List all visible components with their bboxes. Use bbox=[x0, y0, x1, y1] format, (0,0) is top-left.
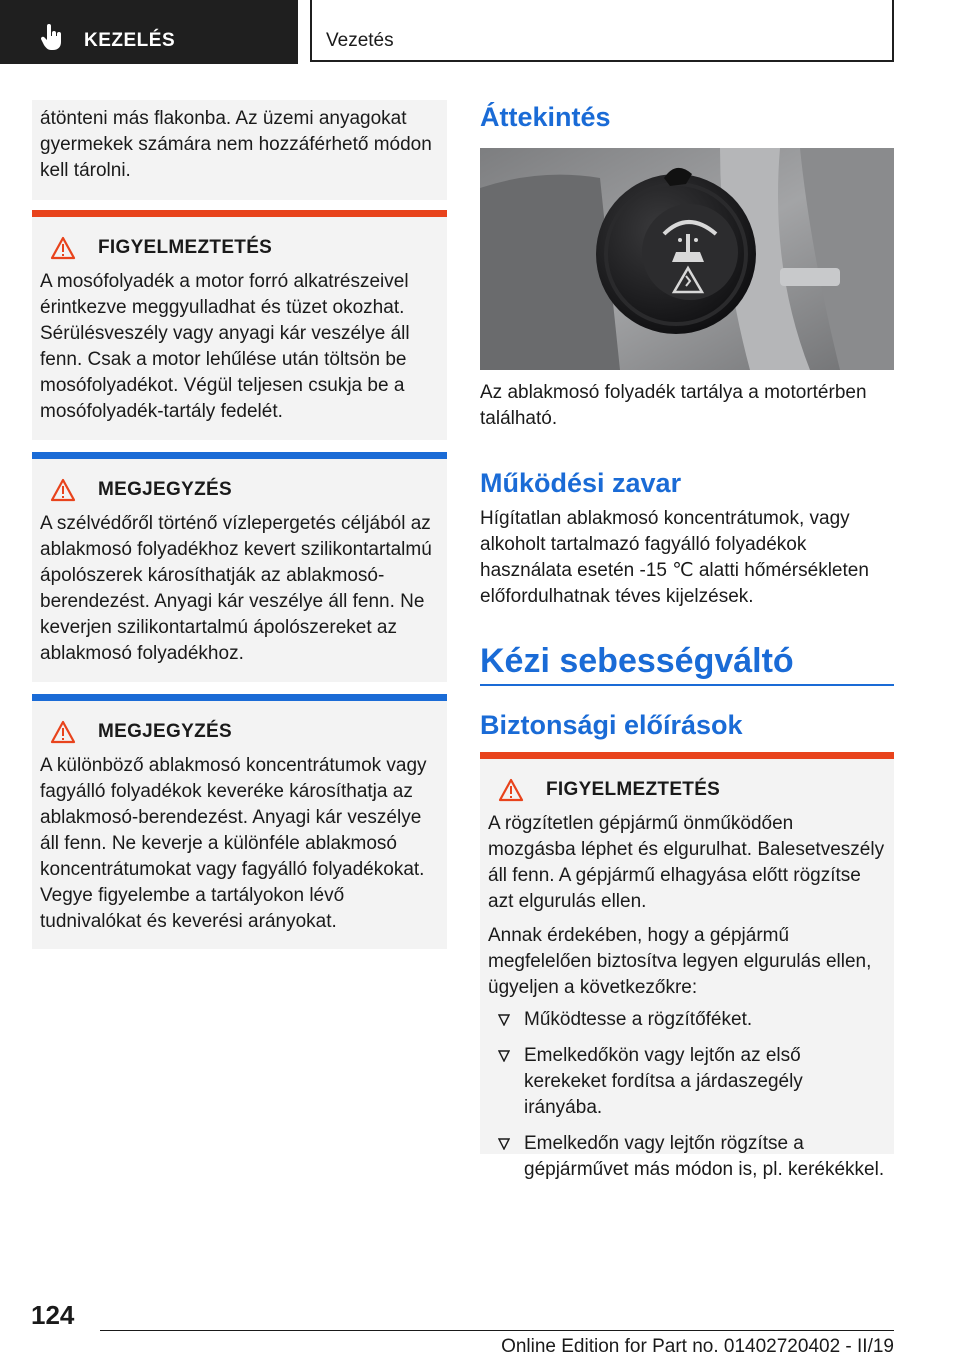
intro-text: átönteni más flakonba. Az üzemi anyagokat gyermekek számára nem hozzáférhető módon kell tárolni. bbox=[40, 108, 432, 181]
warning-heading bbox=[488, 773, 886, 807]
overview-heading: Áttekintés bbox=[480, 102, 611, 132]
warning-text: A rögzítetlen gépjármű önműködően mozgásba léphet és elgurulhat. Balesetveszély áll fenn. A gépjármű elhagyása előtt rögzítse azt elgurulás ellen. bbox=[488, 813, 885, 912]
triangle-bullet-icon bbox=[498, 1014, 510, 1026]
safety-heading: Biztonsági előírások bbox=[480, 710, 743, 740]
note-title: MEGJEGYZÉS bbox=[98, 721, 232, 742]
photo-caption: Az ablakmosó folyadék tartálya a motortérben található. bbox=[480, 382, 867, 429]
washer-reservoir-photo bbox=[480, 148, 894, 370]
warning-triangle-icon bbox=[498, 778, 524, 802]
warning-title: FIGYELMEZTETÉS bbox=[98, 237, 273, 258]
note-heading bbox=[40, 715, 439, 749]
precaution-list bbox=[488, 1007, 886, 1183]
malfunction-text: Hígítatlan ablakmosó koncentrátumok, vagy alkoholt tartalmazó fagyálló folyadékok használata esetén -15 ℃ alatti hőmérsékleten előfordulhatnak téves kijelzések. bbox=[480, 508, 869, 607]
intro-box bbox=[32, 100, 447, 200]
note-text: A szélvédőről történő vízlepergetés céljából az ablakmosó folyadékhoz kevert szilikontartalmú ápolószerek károsíthatják az ablakmosó-berendezést. Anyagi kár veszélye áll fenn. Ne keverjen szilikontartalmú ápolószereket az ablakmosó folyadékhoz. bbox=[40, 513, 432, 664]
hand-icon bbox=[40, 24, 64, 52]
warning-box-1 bbox=[32, 210, 447, 440]
section-label: KEZELÉS bbox=[84, 30, 176, 51]
triangle-bullet-icon bbox=[498, 1050, 510, 1062]
note-heading bbox=[40, 473, 439, 507]
section-tab bbox=[0, 0, 298, 64]
warning-text: Annak érdekében, hogy a gépjármű megfelelően biztosítva legyen elgurulás ellen, ügyeljen a következőkre: bbox=[488, 925, 872, 998]
warning-triangle-icon bbox=[50, 478, 76, 502]
chapter-header bbox=[310, 0, 894, 62]
list-item-text: Emelkedőn vagy lejtőn rögzítse a gépjárművet más módon is, pl. kerékékkel. bbox=[524, 1133, 885, 1180]
triangle-bullet-icon bbox=[498, 1138, 510, 1150]
note-box-1 bbox=[32, 452, 447, 682]
warning-heading bbox=[40, 231, 439, 265]
warning-triangle-icon bbox=[50, 236, 76, 260]
list-item-text: Működtesse a rögzítőféket. bbox=[524, 1009, 753, 1030]
chapter-label: Vezetés bbox=[326, 30, 394, 51]
footer-rule bbox=[100, 1330, 894, 1331]
warning-box-2 bbox=[480, 752, 894, 1180]
warning-title: FIGYELMEZTETÉS bbox=[546, 779, 721, 800]
washer-cap-image bbox=[480, 148, 894, 370]
edition-footer: Online Edition for Part no. 01402720402 - II/19 bbox=[501, 1336, 894, 1357]
list-item bbox=[488, 1043, 886, 1121]
list-item-text: Emelkedőkön vagy lejtőn az első kerekeket fordítsa a járdaszegély irányába. bbox=[524, 1045, 803, 1118]
note-title: MEGJEGYZÉS bbox=[98, 479, 232, 500]
warning-text: A mosófolyadék a motor forró alkatrészeivel érintkezve meggyulladhat és tüzet okozhat. Sérülésveszély vagy anyagi kár veszélye áll fenn. Csak a motor lehűlése után töltsön be mosófolyadékot. Végül teljesen csukja be a mosófolyadék-tartály fedelét. bbox=[40, 271, 410, 422]
malfunction-heading: Működési zavar bbox=[480, 468, 682, 498]
warning-triangle-icon bbox=[50, 720, 76, 744]
heading-rule bbox=[480, 684, 894, 686]
page-number: 124 bbox=[31, 1300, 75, 1330]
list-item bbox=[488, 1007, 886, 1033]
manual-gearbox-heading: Kézi sebességváltó bbox=[480, 642, 794, 680]
note-text: A különböző ablakmosó koncentrátumok vagy fagyálló folyadékok keveréke károsíthatja az ablakmosó-berendezést. Anyagi kár veszélye áll fenn. Ne keverje a különféle ablakmosó koncentrátumokat vagy fagyálló folyadékokat. Vegye figyelembe a tartályokon lévő tudnivalókat és keverési arányokat. bbox=[40, 755, 427, 932]
note-box-2 bbox=[32, 694, 447, 949]
list-item bbox=[488, 1131, 886, 1183]
